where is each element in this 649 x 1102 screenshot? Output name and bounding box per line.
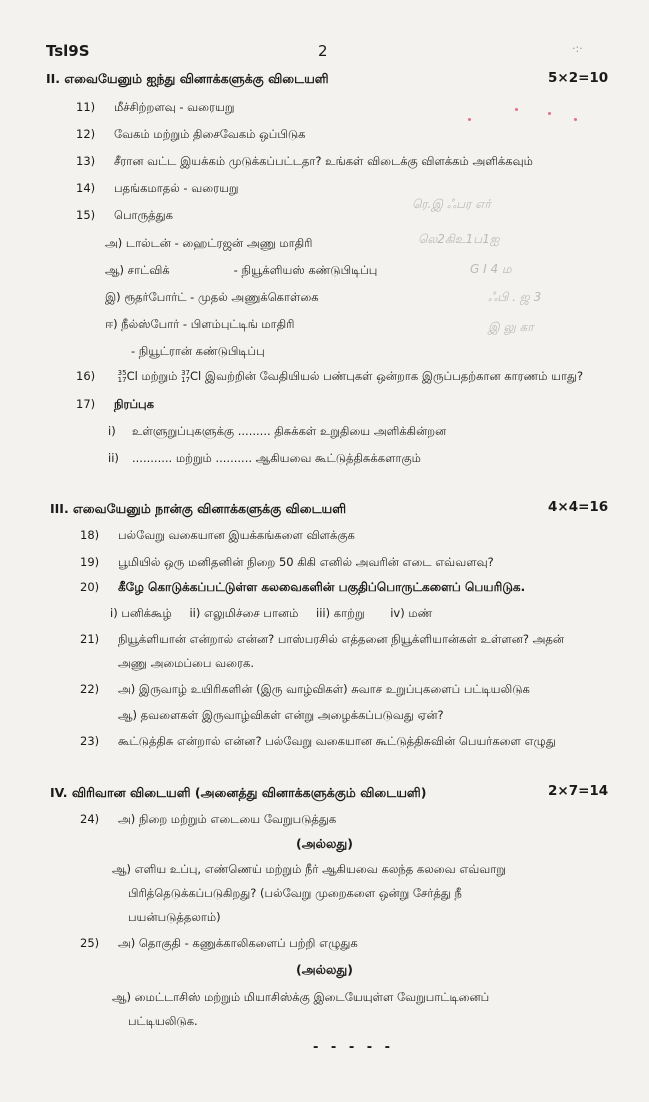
ink-dot	[515, 108, 518, 111]
question-16: 16) 35 17Cl மற்றும் 37 17Cl இவற்றின் வேதியியல் பண்புகள் ஒன்றாக இருப்பதற்கான காரணம் யாது?	[76, 368, 584, 384]
question-22-b: ஆ) தவளைகள் இருவாழ்விகள் என்று அழைக்கப்படுவது ஏன்?	[118, 708, 444, 722]
match-row: ஈ) நீல்ஸ்போர் - பிளம்புட்டிங் மாதிரி	[105, 317, 295, 331]
question-14: 14) பதங்கமாதல் - வரையறு	[76, 181, 239, 195]
question-12: 12) வேகம் மற்றும் திசைவேகம் ஒப்பிடுக	[76, 127, 306, 141]
fill-blank-i: i) உள்ளுறுப்புகளுக்கு ......... திசுக்கள் உறுதியை அளிக்கின்றன	[108, 424, 447, 438]
match-row: அ) டால்டன் - ஹைட்ரஜன் அணு மாதிரி	[105, 236, 313, 250]
section-2-title: II. எவையேனும் ஐந்து வினாக்களுக்கு விடையளி	[46, 71, 329, 86]
page-number: 2	[318, 42, 328, 60]
corner-mark: ·:·	[572, 42, 583, 55]
pencil-note: இ லு கா	[488, 320, 534, 334]
ink-dot	[574, 118, 577, 121]
question-18: 18) பல்வேறு வகையான இயக்கங்களை விளக்குக	[80, 528, 355, 542]
question-24: 24) அ) நிறை மற்றும் எடையை வேறுபடுத்துக	[80, 812, 337, 826]
ink-dot	[548, 112, 551, 115]
question-20-options: i) பனிக்கூழ் ii) எலுமிச்சை பானம் iii) காற்று iv) மண்	[110, 606, 433, 620]
section-2-marks: 5×2=10	[548, 70, 609, 86]
match-row: ஆ) சாட்விக் - நியூக்ளியஸ் கண்டுபிடிப்பு	[105, 263, 378, 277]
or-separator: (அல்லது)	[296, 836, 353, 851]
question-24-b-line2: பிரித்தெடுக்கப்படுகிறது? (பல்வேறு முறைகளை ஒன்று சேர்த்து நீ	[128, 886, 462, 900]
question-24-b-line3: பயன்படுத்தலாம்)	[128, 910, 221, 924]
isotope-numbers: 37 17	[181, 368, 190, 384]
pencil-note: லெ2கிஉ1ப1ஐ	[418, 232, 500, 246]
question-21-line2: அணு அமைப்பை வரைக.	[118, 656, 254, 670]
question-21: 21) நியூக்ளியான் என்றால் என்ன? பாஸ்பரசில் எத்தனை நியூக்ளியான்கள் உள்ளன? அதன்	[80, 632, 565, 646]
question-22: 22) அ) இருவாழ் உயிரிகளின் (இரு வாழ்விகள்) சுவாச உறுப்புகளைப் பட்டியலிடுக	[80, 682, 530, 696]
fill-blank-ii: ii) ........... மற்றும் .......... ஆகியவை கூட்டுத்திசுக்களாகும்	[108, 451, 421, 465]
pencil-note: ரெ.இ ஃபர எர்	[412, 197, 491, 211]
question-20: 20) கீழே கொடுக்கப்பட்டுள்ள கலவைகளின் பகுதிப்பொருட்களைப் பெயரிடுக.	[80, 580, 526, 594]
match-row: இ) ரூதர்போர்ட் - முதல் அணுக்கொள்கை	[105, 290, 319, 304]
or-separator: (அல்லது)	[296, 962, 353, 977]
question-24-b: ஆ) எளிய உப்பு, எண்ணெய் மற்றும் நீர் ஆகியவை கலந்த கலவை எவ்வாறு	[112, 862, 506, 876]
question-25: 25) அ) தொகுதி - கணுக்காலிகளைப் பற்றி எழுதுக	[80, 936, 358, 950]
section-4-title: IV. விரிவான விடையளி (அனைத்து வினாக்களுக்கும் விடையளி)	[50, 785, 427, 800]
section-3-marks: 4×4=16	[548, 499, 609, 515]
question-11: 11) மீச்சிற்றளவு - வரையறு	[76, 100, 235, 114]
pencil-note: G I 4 ம	[470, 262, 512, 276]
question-25-b-line2: பட்டியலிடுக.	[128, 1014, 198, 1028]
question-13: 13) சீரான வட்ட இயக்கம் முடுக்கப்பட்டதா? உங்கள் விடைக்கு விளக்கம் அளிக்கவும்	[76, 154, 533, 168]
question-19: 19) பூமியில் ஒரு மனிதனின் நிறை 50 கிகி எனில் அவரின் எடை எவ்வளவு?	[80, 555, 494, 569]
question-23: 23) கூட்டுத்திசு என்றால் என்ன? பல்வேறு வகையான கூட்டுத்திசுவின் பெயர்களை எழுது	[80, 734, 556, 748]
match-row: - நியூட்ரான் கண்டுபிடிப்பு	[131, 344, 265, 358]
question-17: 17) நிரப்புக	[76, 397, 154, 411]
isotope-numbers: 35 17	[117, 368, 127, 384]
exam-code: Tsl9S	[46, 42, 90, 60]
question-25-b: ஆ) மைட்டாசிஸ் மற்றும் மியாசிஸ்க்கு இடையேயுள்ள வேறுபாட்டினைப்	[112, 990, 490, 1004]
section-4-marks: 2×7=14	[548, 783, 609, 799]
pencil-note: ஃபி . ஜ 3	[488, 290, 542, 304]
section-3-title: III. எவையேனும் நான்கு வினாக்களுக்கு விடையளி	[50, 501, 347, 516]
ink-dot	[468, 118, 471, 121]
question-15: 15) பொருத்துக	[76, 208, 173, 222]
end-mark: - - - - -	[313, 1040, 395, 1055]
